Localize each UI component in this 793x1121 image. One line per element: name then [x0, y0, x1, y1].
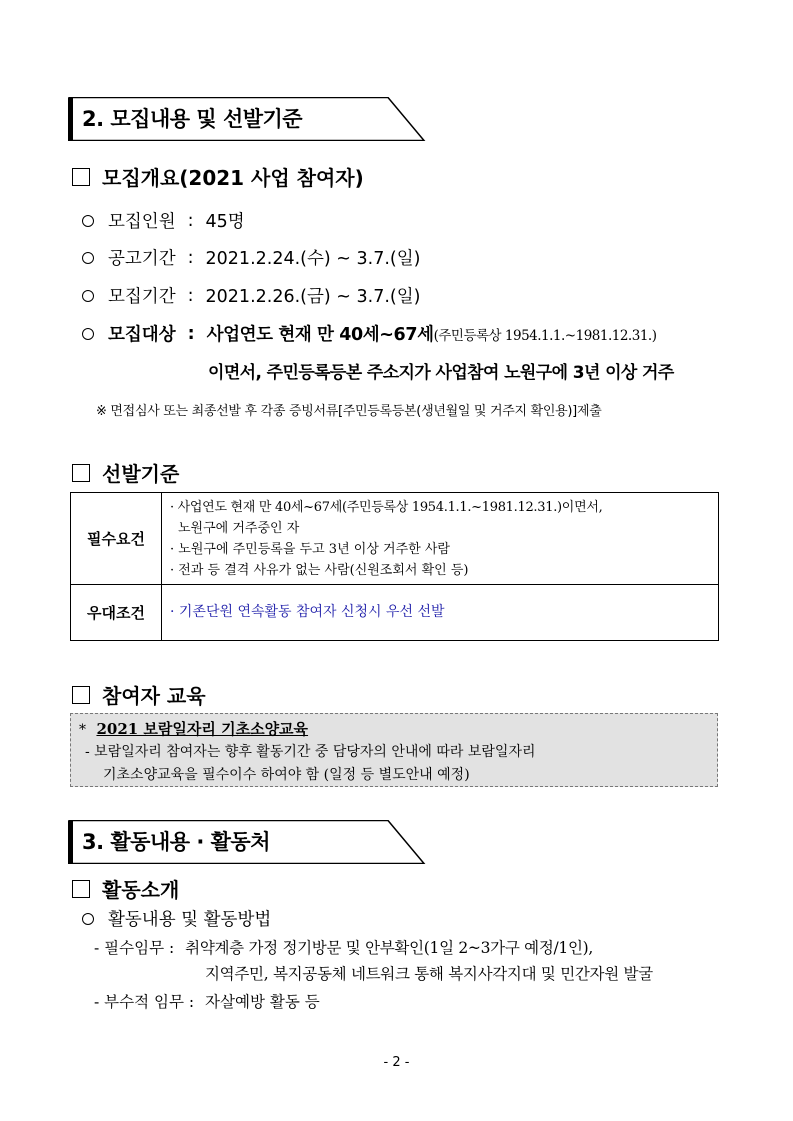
education-prefix: *: [79, 722, 86, 738]
item-target-line2: 이면서, 주민등록등본 주소지가 사업참여 노원구에 3년 이상 거주: [208, 363, 674, 383]
item-label: 공고기간: [108, 249, 176, 269]
item-value-small: (주민등록상 1954.1.1.~1981.12.31.): [433, 327, 657, 344]
activity-item-text: 활동내용 및 활동방법: [108, 910, 272, 930]
row-line: · 전과 등 결격 사유가 없는 사람(신원조회서 확인 등): [170, 562, 469, 578]
item-value: 45명: [205, 212, 245, 232]
section-3-heading: [68, 820, 426, 864]
item-target: [82, 321, 656, 346]
row-line: 노원구에 거주중인 자: [178, 520, 300, 536]
row-line: · 기존단원 연속활동 참여자 신청시 우선 선발: [170, 604, 445, 620]
circle-bullet-icon: [82, 252, 94, 264]
row-line: · 노원구에 주민등록을 두고 3년 이상 거주한 사람: [170, 541, 450, 557]
required-line-1: 취약계층 가정 정기방문 및 안부확인(1일 2~3가구 예정/1인),: [185, 939, 594, 957]
row-body: [162, 493, 719, 585]
item-recruit-count: [82, 208, 245, 233]
item-label: 모집대상: [108, 325, 176, 345]
circle-bullet-icon: [82, 215, 94, 227]
item-sep: :: [187, 323, 195, 344]
table-row: [71, 585, 719, 641]
row-label: 우대조건: [71, 585, 162, 641]
item-label: 모집기간: [108, 287, 176, 307]
criteria-heading: [72, 458, 179, 487]
section-3-title: 3. 활동내용 · 활동처: [82, 830, 271, 854]
activity-intro-heading-text: 활동소개: [102, 878, 180, 902]
checkbox-icon: [72, 686, 90, 704]
education-heading: [72, 680, 206, 709]
circle-bullet-icon: [82, 290, 94, 302]
required-line-2: 지역주민, 복지공동체 네트워크 통해 복지사각지대 및 민간자원 발굴: [205, 965, 653, 983]
section-2-heading: [68, 97, 426, 141]
item-value: 2021.2.24.(수) ~ 3.7.(일): [205, 249, 421, 269]
circle-bullet-icon: [82, 913, 94, 925]
education-line-1: - 보람일자리 참여자는 향후 활동기간 중 담당자의 안내에 따라 보람일자리: [85, 744, 536, 760]
item-notice-period: [82, 245, 420, 270]
item-value: 사업연도 현재 만 40세~67세: [206, 325, 434, 345]
required-label: - 필수임무 :: [94, 939, 175, 957]
education-heading-text: 참여자 교육: [102, 684, 206, 708]
checkbox-icon: [72, 880, 90, 898]
row-body: [162, 585, 719, 641]
optional-label: - 부수적 임무 :: [94, 993, 195, 1011]
overview-heading: [72, 162, 364, 191]
section-2-title: 2. 모집내용 및 선발기준: [82, 107, 303, 131]
row-label: 필수요건: [71, 493, 162, 585]
item-recruit-period: [82, 283, 420, 308]
table-row: [71, 493, 719, 585]
optional-duty: [94, 990, 320, 1012]
overview-heading-text: 모집개요(2021 사업 참여자): [102, 166, 364, 190]
education-title: 2021 보람일자리 기초소양교육: [96, 720, 309, 738]
education-box: [70, 713, 718, 787]
criteria-heading-text: 선발기준: [102, 462, 180, 486]
item-sep: :: [187, 247, 194, 268]
activity-item: [82, 906, 271, 931]
education-line-2: 기초소양교육을 필수이수 하여야 함 (일정 등 별도안내 예정): [103, 767, 470, 783]
checkbox-icon: [72, 464, 90, 482]
checkbox-icon: [72, 168, 90, 186]
page-number: - 2 -: [383, 1055, 410, 1070]
item-sep: :: [187, 210, 194, 231]
item-sep: :: [187, 285, 194, 306]
overview-note: ※ 면접심사 또는 최종선발 후 각종 증빙서류[주민등록등본(생년월일 및 거주지 확인용)]제출: [96, 404, 602, 419]
criteria-table: [70, 492, 719, 641]
required-duty: [94, 936, 593, 958]
circle-bullet-icon: [82, 328, 94, 340]
item-value: 2021.2.26.(금) ~ 3.7.(일): [205, 287, 421, 307]
optional-text: 자살예방 활동 등: [205, 993, 320, 1011]
item-label: 모집인원: [108, 212, 176, 232]
activity-intro-heading: [72, 874, 179, 903]
row-line: · 사업연도 현재 만 40세~67세(주민등록상 1954.1.1.~1981.12.31.)이면서,: [170, 499, 603, 515]
